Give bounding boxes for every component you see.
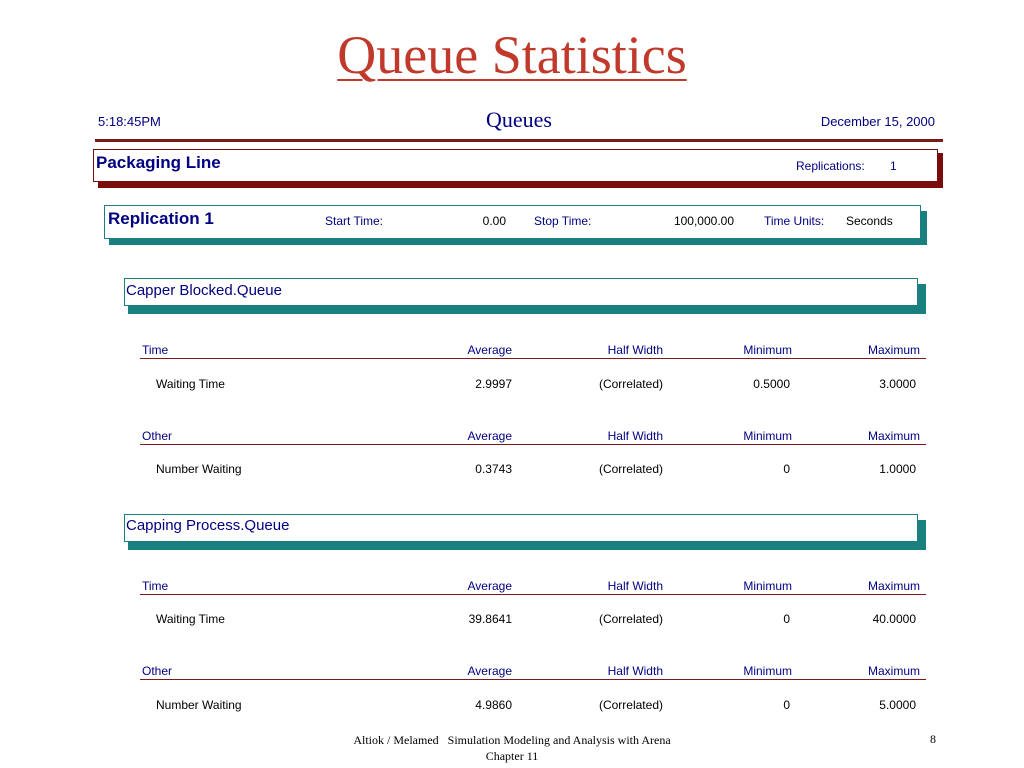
average-value: 39.8641 — [468, 612, 512, 626]
row-label: Waiting Time — [156, 612, 225, 626]
stop-time-value: 100,000.00 — [673, 214, 734, 228]
header-rule — [95, 139, 943, 142]
average-header: Average — [467, 343, 512, 357]
packaging-title: Packaging Line — [96, 153, 221, 172]
replications-label: Replications: — [796, 159, 865, 173]
time-units-value: Seconds — [846, 214, 893, 228]
start-time-label: Start Time: — [325, 214, 384, 228]
minimum-value: 0 — [783, 612, 790, 626]
minimum-header: Minimum — [743, 429, 792, 443]
half-width-value: (Correlated) — [598, 462, 663, 476]
replication-title: Replication 1 — [108, 209, 214, 228]
minimum-value: 0.5000 — [753, 377, 790, 391]
footer — [0, 732, 1024, 764]
maximum-header: Maximum — [867, 579, 920, 593]
row-label: Number Waiting — [156, 698, 242, 712]
half-width-header: Half Width — [607, 429, 663, 443]
start-time-value: 0.00 — [482, 214, 506, 228]
replications-value: 1 — [890, 159, 897, 173]
average-header: Average — [467, 579, 512, 593]
half-width-header: Half Width — [607, 579, 663, 593]
footer-line-1: Altiok / Melamed Simulation Modeling and Analysis with Arena — [353, 733, 671, 747]
average-header: Average — [467, 664, 512, 678]
report-title: Queues — [486, 107, 552, 132]
time-header: Time — [142, 579, 169, 593]
report-time: 5:18:45PM — [98, 114, 161, 129]
maximum-value: 5.0000 — [879, 698, 916, 712]
row-label: Number Waiting — [156, 462, 242, 476]
maximum-value: 40.0000 — [872, 612, 916, 626]
maximum-header: Maximum — [867, 429, 920, 443]
report-date: December 15, 2000 — [820, 114, 935, 129]
footer-line-2: Chapter 11 — [485, 749, 539, 763]
page-number: 8 — [930, 732, 936, 746]
half-width-value: (Correlated) — [598, 698, 663, 712]
half-width-header: Half Width — [607, 343, 663, 357]
time-units-label: Time Units: — [764, 214, 825, 228]
stop-time-label: Stop Time: — [534, 214, 592, 228]
average-value: 2.9997 — [475, 377, 512, 391]
maximum-value: 1.0000 — [879, 462, 916, 476]
average-value: 4.9860 — [475, 698, 512, 712]
header-rule — [140, 358, 926, 359]
queue-name: Capper Blocked.Queue — [126, 282, 282, 299]
minimum-header: Minimum — [743, 343, 792, 357]
average-header: Average — [467, 429, 512, 443]
half-width-header: Half Width — [607, 664, 663, 678]
slide-title: Queue Statistics — [337, 25, 687, 85]
maximum-header: Maximum — [867, 343, 920, 357]
minimum-value: 0 — [783, 462, 790, 476]
other-header: Other — [142, 664, 173, 678]
minimum-value: 0 — [783, 698, 790, 712]
header-rule — [140, 444, 926, 445]
minimum-header: Minimum — [743, 664, 792, 678]
maximum-header: Maximum — [867, 664, 920, 678]
queue-name: Capping Process.Queue — [126, 517, 290, 534]
other-header: Other — [142, 429, 173, 443]
half-width-value: (Correlated) — [598, 612, 663, 626]
minimum-header: Minimum — [743, 579, 792, 593]
maximum-value: 3.0000 — [879, 377, 916, 391]
row-label: Waiting Time — [156, 377, 225, 391]
header-rule — [140, 594, 926, 595]
time-header: Time — [142, 343, 169, 357]
average-value: 0.3743 — [475, 462, 512, 476]
header-rule — [140, 679, 926, 680]
half-width-value: (Correlated) — [598, 377, 663, 391]
